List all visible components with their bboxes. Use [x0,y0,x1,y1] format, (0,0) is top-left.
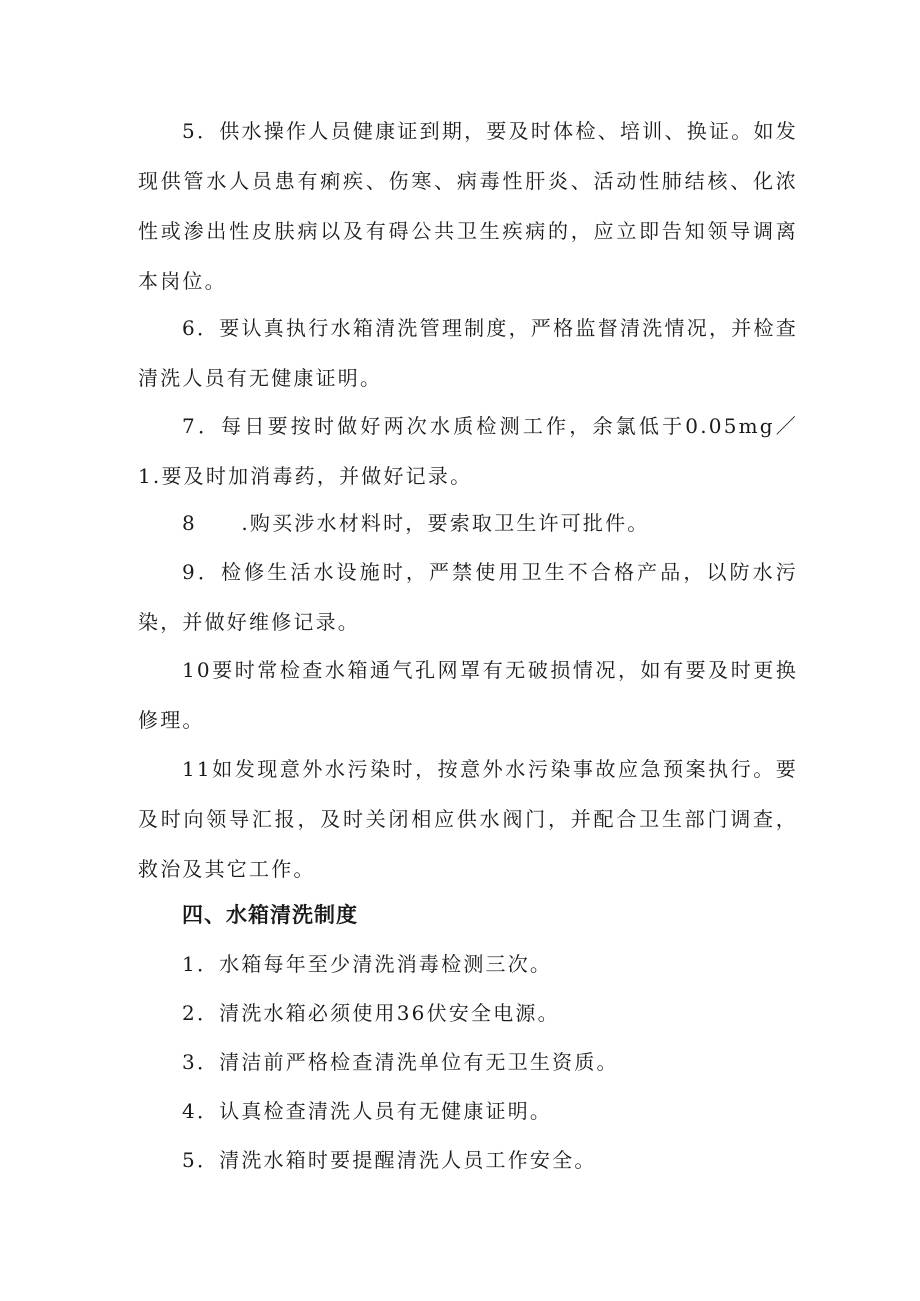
rule-number: 5 [182,119,197,143]
cleaning-rule-1 [182,939,552,989]
rule-number: 7 [182,414,197,438]
rule-number: 8 [182,511,197,535]
cleaning-rule-5 [182,1135,597,1185]
rule-item-5 [138,106,798,306]
rule-item-6 [138,303,798,403]
rule-item-9 [138,547,798,647]
rule-item-10 [138,645,798,745]
cleaning-rule-2 [182,988,560,1038]
rule-text: ．清洗水箱时要提醒清洗人员工作安全。 [196,1148,597,1172]
rule-number: 9 [182,560,197,584]
rule-number: 3 [182,1050,197,1074]
rule-item-8 [138,498,798,548]
rule-number: 6 [182,316,197,340]
rule-text: ．检修生活水设施时，严禁使用卫生不合格产品，以防水污染，并做好维修记录。 [138,560,798,634]
rule-number: 10 [182,658,212,682]
rule-text: 要时常检查水箱通气孔网罩有无破损情况，如有要及时更换修理。 [138,658,798,732]
rule-text: 如发现意外水污染时，按意外水污染事故应急预案执行。要及时向领导汇报，及时关闭相应供水阀门，并配合卫生部门调查，救治及其它工作。 [138,757,798,881]
rule-item-11 [138,744,798,894]
rule-text: ．要认真执行水箱清洗管理制度，严格监督清洗情况，并检查清洗人员有无健康证明。 [138,316,798,390]
rule-number: 1 [182,952,197,976]
cleaning-rule-3 [182,1037,619,1087]
cleaning-rule-4 [182,1086,552,1136]
rule-number: 2 [182,1001,197,1025]
rule-item-7 [138,401,798,501]
rule-number: 11 [182,757,212,781]
rule-text: ．清洗水箱必须使用36伏安全电源。 [196,1001,560,1025]
rule-text: .购买涉水材料时，要索取卫生许可批件。 [196,511,650,535]
rule-text: ．供水操作人员健康证到期，要及时体检、培训、换证。如发现供管水人员患有痢疾、伤寒、病毒性肝炎、活动性肺结核、化浓性或渗出性皮肤病以及有碍公共卫生疾病的，应立即告知领导调离本岗位。 [138,119,798,293]
rule-text: ．每日要按时做好两次水质检测工作，余氯低于0.05mg／1.要及时加消毒药，并做好记录。 [138,414,798,488]
rule-number: 5 [182,1148,197,1172]
rule-number: 4 [182,1099,197,1123]
section-heading: 四、水箱清洗制度 [182,903,358,927]
rule-text: ．水箱每年至少清洗消毒检测三次。 [196,952,553,976]
rule-text: ．清洁前严格检查清洗单位有无卫生资质。 [196,1050,619,1074]
rule-text: ．认真检查清洗人员有无健康证明。 [196,1099,553,1123]
